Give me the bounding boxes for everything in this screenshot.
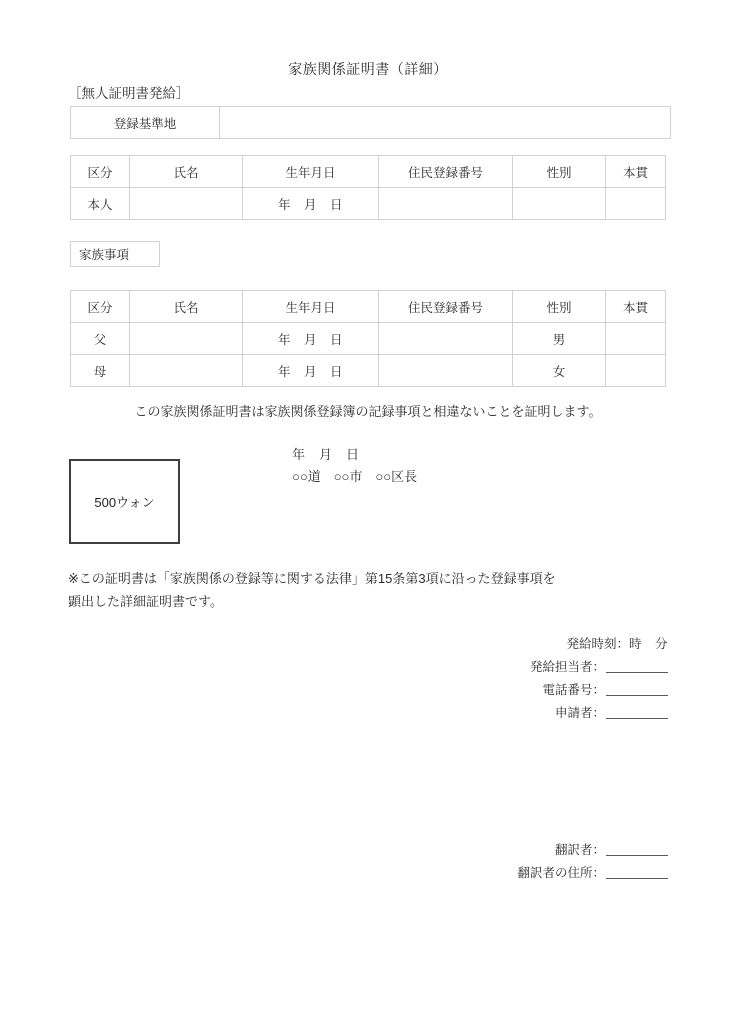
- translator-address-label: 翻訳者の住所：: [517, 866, 605, 880]
- cell-honkan[interactable]: [606, 355, 666, 387]
- cell-honkan[interactable]: [606, 188, 666, 220]
- revenue-stamp-amount: 500ウォン: [94, 495, 155, 510]
- issue-phone-label: 電話番号：: [542, 683, 605, 697]
- page-title: 家族関係証明書（詳細）: [288, 61, 448, 77]
- family-info-table: [70, 290, 666, 387]
- header-shimei: 氏名: [130, 156, 243, 188]
- issuance-date-line: 年 月 日: [292, 447, 360, 462]
- issuing-authority-line: ○○道 ○○市 ○○区長: [292, 469, 418, 484]
- registry-base-table: [70, 106, 671, 139]
- table-row: [71, 323, 666, 355]
- translator-name-input[interactable]: [606, 842, 668, 856]
- legal-footnote-line-2: 顕出した詳細証明書です。: [68, 594, 223, 609]
- translator-address-row: [268, 862, 668, 885]
- registry-base-value[interactable]: [220, 107, 671, 139]
- issue-time-value[interactable]: 時 分: [628, 637, 668, 651]
- revenue-stamp-box: [69, 459, 180, 544]
- header-shimei: 氏名: [130, 291, 243, 323]
- header-juuminbangou: 住民登録番号: [379, 291, 513, 323]
- header-seibetsu: 性別: [513, 156, 606, 188]
- header-seibetsu: 性別: [513, 291, 606, 323]
- issue-applicant-label: 申請者：: [554, 706, 605, 720]
- cell-kubun: 父: [71, 323, 130, 355]
- header-seinengappi: 生年月日: [243, 291, 379, 323]
- table-row: [71, 355, 666, 387]
- issuance-detail-fields: [268, 633, 668, 725]
- cell-seinengappi[interactable]: 年 月 日: [243, 355, 379, 387]
- table-header-row: [71, 291, 666, 323]
- legal-footnote: [68, 567, 668, 613]
- family-section-label: 家族事項: [70, 241, 160, 267]
- cell-seibetsu[interactable]: 男: [513, 323, 606, 355]
- cell-seinengappi[interactable]: 年 月 日: [243, 188, 379, 220]
- issuance-mode-label: ［無人証明書発給］: [68, 86, 190, 101]
- legal-footnote-line-1: ※この証明書は「家族関係の登録等に関する法律」第15条第3項に沿った登録事項を: [68, 571, 556, 586]
- issue-applicant-input[interactable]: [606, 705, 668, 719]
- issuer-block: [292, 444, 417, 488]
- header-kubun: 区分: [71, 291, 130, 323]
- translator-name-row: [268, 839, 668, 862]
- table-row: [71, 107, 671, 139]
- table-row: [71, 188, 666, 220]
- cell-juuminbangou[interactable]: [379, 188, 513, 220]
- cell-juuminbangou[interactable]: [379, 355, 513, 387]
- header-seinengappi: 生年月日: [243, 156, 379, 188]
- issue-phone-row: [268, 679, 668, 702]
- issue-phone-input[interactable]: [606, 682, 668, 696]
- cell-kubun: 母: [71, 355, 130, 387]
- header-honkan: 本貫: [606, 156, 666, 188]
- cell-honkan[interactable]: [606, 323, 666, 355]
- cell-juuminbangou[interactable]: [379, 323, 513, 355]
- cell-seinengappi[interactable]: 年 月 日: [243, 323, 379, 355]
- issue-time-label: 発給時刻：: [566, 637, 629, 651]
- issue-time-row: [268, 633, 668, 656]
- issue-officer-label: 発給担当者：: [529, 660, 605, 674]
- cell-shimei[interactable]: [130, 355, 243, 387]
- header-kubun: 区分: [71, 156, 130, 188]
- translator-name-label: 翻訳者：: [554, 843, 605, 857]
- issue-applicant-row: [268, 702, 668, 725]
- certification-statement: この家族関係証明書は家族関係登録簿の記録事項と相違ないことを証明します。: [134, 404, 602, 419]
- translator-detail-fields: [268, 839, 668, 885]
- header-juuminbangou: 住民登録番号: [379, 156, 513, 188]
- cell-seibetsu[interactable]: [513, 188, 606, 220]
- registry-base-label: 登録基準地: [71, 107, 220, 139]
- cell-shimei[interactable]: [130, 188, 243, 220]
- cell-kubun: 本人: [71, 188, 130, 220]
- issue-officer-input[interactable]: [606, 659, 668, 673]
- cell-seibetsu[interactable]: 女: [513, 355, 606, 387]
- translator-address-input[interactable]: [606, 865, 668, 879]
- header-honkan: 本貫: [606, 291, 666, 323]
- cell-shimei[interactable]: [130, 323, 243, 355]
- issue-officer-row: [268, 656, 668, 679]
- person-info-table: [70, 155, 666, 220]
- table-header-row: [71, 156, 666, 188]
